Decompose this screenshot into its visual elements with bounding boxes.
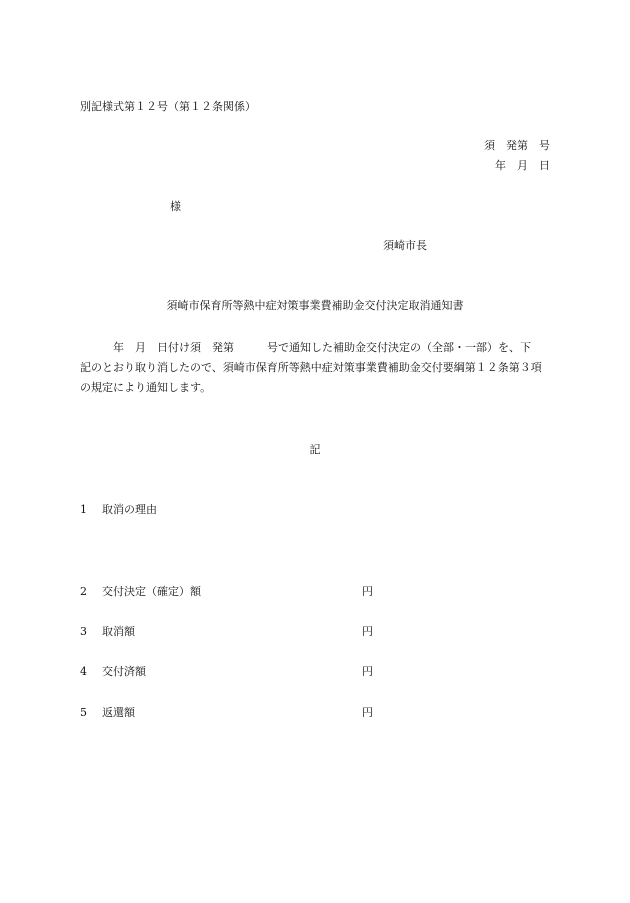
sender-title: 須崎市長 (383, 239, 427, 252)
item-number: 3 (80, 625, 87, 638)
item-row-refund-amount (80, 707, 380, 721)
document-number: 須 発第 号 (484, 139, 550, 152)
form-number: 別記様式第１２号（第１２条関係） (80, 100, 256, 113)
body-line-2: 記のとおり取り消したので、須崎市保育所等熱中症対策事業費補助金交付要綱第１２条第３項 (80, 361, 542, 374)
item-number: 1 (80, 503, 87, 516)
item-yen-unit: 円 (362, 706, 373, 719)
item-label: 取消の理由 (102, 503, 157, 516)
body-line-3: の規定により通知します。 (80, 381, 212, 394)
ki-heading: 記 (309, 443, 321, 456)
document-title: 須崎市保育所等熱中症対策事業費補助金交付決定取消通知書 (166, 299, 464, 312)
item-row-cancel-amount (80, 626, 380, 640)
item-row-reason (80, 504, 380, 518)
item-yen-unit: 円 (362, 665, 373, 678)
item-row-paid-amount (80, 666, 380, 680)
item-yen-unit: 円 (362, 585, 373, 598)
item-label: 交付決定（確定）額 (102, 585, 201, 598)
item-label: 交付済額 (102, 665, 146, 678)
issue-date: 年 月 日 (495, 159, 550, 172)
addressee-honorific: 様 (170, 200, 181, 213)
item-number: 5 (80, 706, 87, 719)
item-label: 取消額 (102, 625, 135, 638)
item-row-decided-amount (80, 586, 380, 600)
item-label: 返還額 (102, 706, 135, 719)
item-number: 2 (80, 585, 87, 598)
item-number: 4 (80, 665, 87, 678)
item-yen-unit: 円 (362, 625, 373, 638)
body-line-1: 年 月 日付け須 発第 号で通知した補助金交付決定の（全部・一部）を、下 (80, 341, 531, 354)
